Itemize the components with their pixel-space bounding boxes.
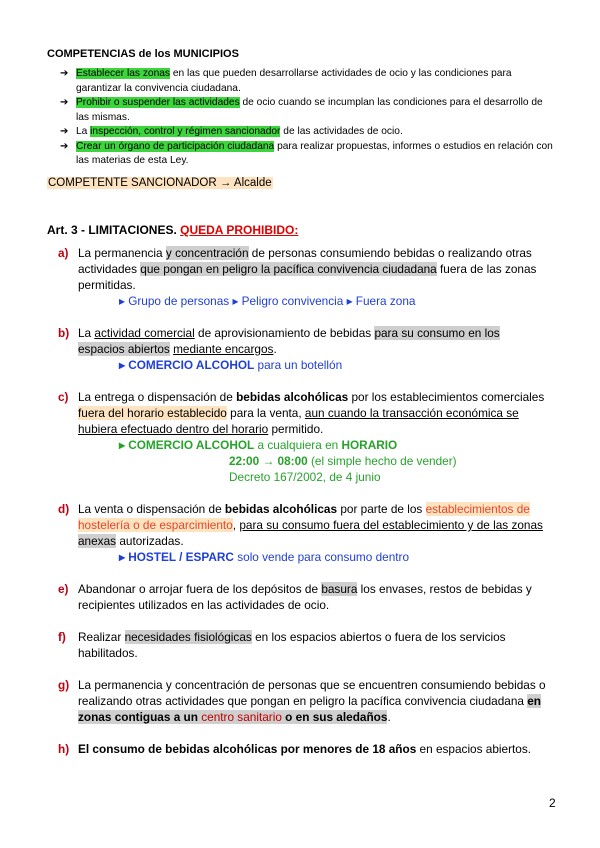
item-a: a) La permanencia y concentración de personas consumiendo bebidas o realizando otras actividades que pongan en peligro la pacífica convivencia ciudadana fuera de las zonas permitidas.	[58, 246, 537, 292]
list-item: ➔ Crear un órgano de participación ciudadana para realizar propuestas, informes o estudios en relación con las materias de esta Ley.	[60, 140, 553, 166]
list-item: ➔ Establecer las zonas en las que pueden desarrollarse actividades de ocio y las condiciones para garantizar la convivencia ciudadana.	[60, 68, 512, 94]
list-item: ➔ La inspección, control y régimen sancionador de las actividades de ocio.	[60, 125, 555, 140]
item-h: h) El consumo de bebidas alcohólicas por menores de 18 años en espacios abiertos.	[58, 742, 532, 756]
item-b: b) La actividad comercial de aprovisionamiento de bebidas para su consumo en los espacios abiertos mediante encargos.	[58, 326, 500, 356]
item-g: g) La permanencia y concentración de personas que se encuentren consumiendo bebidas o realizando otras actividades que pongan en peligro la pacífica convivencia ciudadana en zonas contiguas a un centro sanitario o en sus aledaños.	[58, 678, 546, 724]
arrow-icon: ➔	[60, 126, 69, 137]
item-e: e) Abandonar o arrojar fuera de los depósitos de basura los envases, restos de bebidas y recipientes utilizados en las actividades de ocio.	[58, 582, 532, 612]
item-f: f) Realizar necesidades fisiológicas en los espacios abiertos o fuera de los servicios habilitados.	[58, 630, 506, 660]
item-a-note: ▸ Grupo de personas ▸ Peligro convivencia ▸ Fuera zona	[119, 294, 416, 308]
item-d-note: ▸ HOSTEL / ESPARC solo vende para consumo dentro	[119, 550, 410, 564]
arrow-icon: ➔	[60, 97, 69, 108]
item-c: c) La entrega o dispensación de bebidas alcohólicas por los establecimientos comerciales fuera del horario establecido para la venta, aun cuando la transacción económica se hubiera efectuado dentro del horario permitido.	[58, 390, 545, 436]
arrow-icon: ➔	[60, 68, 69, 79]
list-item: ➔ Prohibir o suspender las actividades de ocio cuando se incumplan las condiciones para el desarrollo de las mismas.	[60, 97, 543, 123]
page-number: 2	[549, 796, 556, 810]
item-c-decreto: Decreto 167/2002, de 4 junio	[229, 470, 381, 484]
competencias-list	[60, 67, 555, 169]
competente-sancionador: COMPETENTE SANCIONADOR → Alcalde	[48, 177, 272, 189]
arrow-icon: ➔	[60, 140, 69, 152]
article-title: Art. 3 - LIMITACIONES. QUEDA PROHIBIDO:	[47, 223, 299, 237]
item-b-note: ▸ COMERCIO ALCOHOL para un botellón	[119, 358, 343, 372]
item-d: d) La venta o dispensación de bebidas alcohólicas por parte de los establecimientos de hostelería o de esparcimiento, para su consumo fuera del establecimiento y de las zonas anexas autorizadas.	[58, 502, 543, 548]
item-c-hours: 22:00 → 08:00 (el simple hecho de vender)	[229, 454, 457, 468]
competencias-heading: COMPETENCIAS de los MUNICIPIOS	[47, 48, 239, 60]
prohibido-label: QUEDA PROHIBIDO:	[180, 223, 299, 237]
item-c-note: ▸ COMERCIO ALCOHOL a cualquiera en HORARIO	[119, 438, 398, 452]
